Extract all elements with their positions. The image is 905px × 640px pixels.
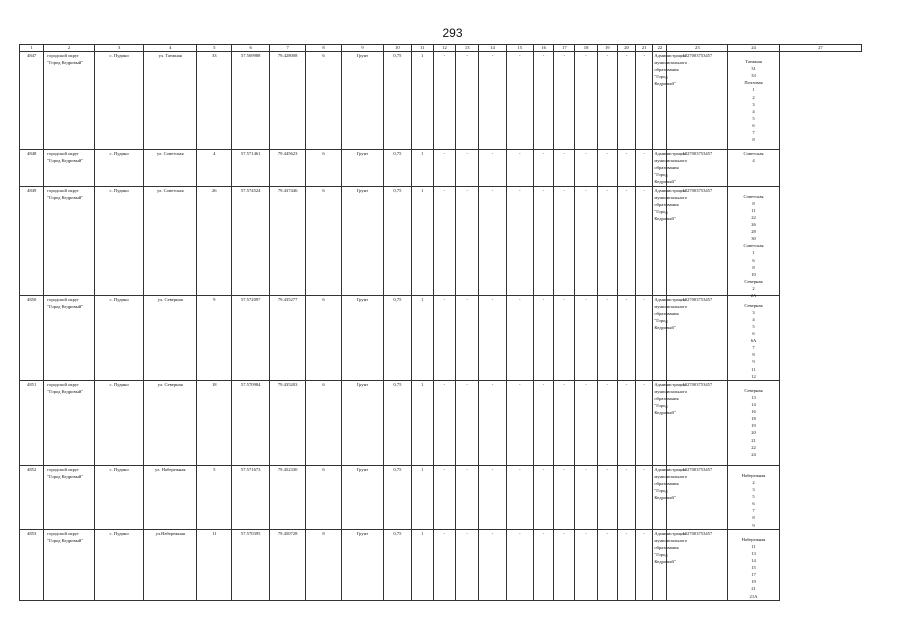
served-address-line: 8 bbox=[752, 264, 755, 270]
served-addresses-cell bbox=[728, 52, 780, 150]
column-number: 20 bbox=[617, 45, 635, 52]
dash-cell: - bbox=[575, 295, 597, 380]
row-number-cell: 4852 bbox=[20, 465, 44, 529]
district-cell: городской округ "Город Кедровый" bbox=[44, 380, 95, 465]
dash-cell: - bbox=[636, 380, 653, 465]
street-cell: ул. Набережная bbox=[144, 465, 197, 529]
owner-cell: Администрация муниципального образования "Город Кедровый" bbox=[653, 380, 667, 465]
longitude-cell: 79.445623 bbox=[269, 150, 305, 187]
table-row bbox=[20, 186, 862, 295]
served-address-line: Северная bbox=[744, 387, 763, 393]
district-cell: городской округ "Город Кедровый" bbox=[44, 465, 95, 529]
dash-cell: - bbox=[575, 380, 597, 465]
served-address-line: Таежная bbox=[745, 59, 762, 64]
served-address-line: 7 bbox=[752, 130, 755, 136]
district-cell: городской округ "Город Кедровый" bbox=[44, 150, 95, 187]
served-address-line: 6 bbox=[752, 122, 755, 128]
table-row bbox=[20, 380, 862, 465]
column-12-cell: 1 bbox=[411, 150, 433, 187]
served-address-line: 4 bbox=[752, 158, 755, 164]
longitude-cell: 79.450728 bbox=[269, 529, 305, 600]
dash-cell: - bbox=[533, 529, 553, 600]
dash-cell: - bbox=[506, 380, 533, 465]
served-address-line: 7 bbox=[752, 345, 755, 351]
settlement-cell: с. Пудино bbox=[94, 465, 144, 529]
served-address-line: 3 bbox=[752, 309, 755, 315]
served-address-line: 13 bbox=[751, 394, 756, 400]
column-number: 19 bbox=[597, 45, 617, 52]
column-12-cell: 1 bbox=[411, 186, 433, 295]
dash-cell: - bbox=[554, 465, 575, 529]
served-address-line: 9 bbox=[752, 359, 755, 365]
dash-cell: - bbox=[479, 52, 506, 150]
column-12-cell: 1 bbox=[411, 380, 433, 465]
longitude-cell: 79.435277 bbox=[269, 295, 305, 380]
dash-cell: - bbox=[456, 295, 479, 380]
served-address-line: 9 bbox=[752, 522, 755, 528]
served-address-line: 10 bbox=[751, 271, 756, 277]
dash-cell: - bbox=[533, 295, 553, 380]
dash-cell: - bbox=[554, 295, 575, 380]
ogrn-cell: 1027003753457 bbox=[667, 150, 728, 187]
served-address-line: Северная bbox=[744, 302, 763, 308]
area-cell: 0,75 bbox=[384, 465, 411, 529]
column-12-cell: 1 bbox=[411, 529, 433, 600]
dash-cell: - bbox=[554, 186, 575, 295]
served-address-line: Набережная bbox=[741, 536, 766, 542]
served-address-line: Советская bbox=[743, 151, 764, 156]
settlement-cell: с. Пудино bbox=[94, 529, 144, 600]
served-address-line: 2 bbox=[752, 479, 755, 485]
house-number-cell: 18 bbox=[197, 380, 232, 465]
dash-cell: - bbox=[617, 52, 635, 150]
table-row bbox=[20, 529, 862, 600]
street-cell: ул. Советская bbox=[144, 186, 197, 295]
street-cell: ул. Северная bbox=[144, 380, 197, 465]
ogrn-cell: 1027003753457 bbox=[667, 380, 728, 465]
served-address-line: 2 bbox=[752, 285, 755, 291]
latitude-cell: 57.571673 bbox=[232, 465, 269, 529]
district-cell: городской округ "Город Кедровый" bbox=[44, 52, 95, 150]
dash-cell: - bbox=[456, 52, 479, 150]
settlement-cell: с. Пудино bbox=[94, 150, 144, 187]
column-number: 10 bbox=[384, 45, 411, 52]
dash-cell: - bbox=[433, 529, 455, 600]
latitude-cell: 57.570984 bbox=[232, 380, 269, 465]
dash-cell: - bbox=[433, 150, 455, 187]
served-address-line: 1 bbox=[752, 87, 755, 93]
surface-cell: Грунт bbox=[341, 150, 384, 187]
served-address-line: 6 bbox=[752, 501, 755, 507]
column-number: 4 bbox=[144, 45, 197, 52]
column-12-cell: 1 bbox=[411, 52, 433, 150]
column-number-row bbox=[20, 45, 862, 52]
dash-cell: - bbox=[597, 380, 617, 465]
column-8-cell: 6 bbox=[306, 295, 341, 380]
house-number-cell: 33 bbox=[197, 52, 232, 150]
served-address-line: 26 bbox=[751, 221, 756, 227]
column-8-cell: 6 bbox=[306, 186, 341, 295]
latitude-cell: 57.574524 bbox=[232, 186, 269, 295]
served-addresses-cell bbox=[728, 186, 780, 299]
column-number: 23 bbox=[667, 45, 728, 52]
dash-cell: - bbox=[433, 465, 455, 529]
dash-cell: - bbox=[554, 380, 575, 465]
settlement-cell: с. Пудино bbox=[94, 52, 144, 150]
ogrn-cell: 1027003753457 bbox=[667, 295, 728, 380]
dash-cell: - bbox=[506, 52, 533, 150]
column-number: 8 bbox=[306, 45, 341, 52]
latitude-cell: 57.570395 bbox=[232, 529, 269, 600]
served-address-line: 5 bbox=[752, 323, 755, 329]
area-cell: 0,75 bbox=[384, 529, 411, 600]
column-12-cell: 1 bbox=[411, 465, 433, 529]
row-number-cell: 4847 bbox=[20, 52, 44, 150]
served-address-line: 2А bbox=[750, 293, 757, 299]
dash-cell: - bbox=[575, 150, 597, 187]
dash-cell: - bbox=[456, 465, 479, 529]
column-number: 22 bbox=[653, 45, 667, 52]
street-cell: ул. Таежная bbox=[144, 52, 197, 150]
latitude-cell: 57.571461 bbox=[232, 150, 269, 187]
served-address-line: 33 bbox=[751, 73, 756, 79]
column-number: 24 bbox=[728, 45, 780, 52]
ogrn-cell: 1027003753457 bbox=[667, 529, 728, 600]
row-number-cell: 4850 bbox=[20, 295, 44, 380]
table-row bbox=[20, 465, 862, 529]
dash-cell: - bbox=[433, 295, 455, 380]
dash-cell: - bbox=[617, 295, 635, 380]
longitude-cell: 79.428008 bbox=[269, 52, 305, 150]
area-cell: 0,75 bbox=[384, 186, 411, 295]
column-number: 15 bbox=[506, 45, 533, 52]
served-address-line: 11 bbox=[751, 543, 756, 549]
column-number: 16 bbox=[533, 45, 553, 52]
served-address-line: 7 bbox=[752, 508, 755, 514]
area-cell: 0,75 bbox=[384, 52, 411, 150]
surface-cell: Грунт bbox=[341, 52, 384, 150]
served-address-line: Северная bbox=[744, 278, 763, 284]
settlement-cell: с. Пудино bbox=[94, 380, 144, 465]
served-address-line: 8 bbox=[752, 137, 755, 143]
served-addresses-cell bbox=[728, 150, 780, 187]
column-12-cell: 1 bbox=[411, 295, 433, 380]
area-cell: 0,75 bbox=[384, 380, 411, 465]
column-8-cell: 6 bbox=[306, 465, 341, 529]
served-address-line: 3 bbox=[752, 101, 755, 107]
row-number-cell: 4853 bbox=[20, 529, 44, 600]
row-number-cell: 4849 bbox=[20, 186, 44, 295]
served-address-line: 11 bbox=[751, 207, 756, 213]
dash-cell: - bbox=[597, 529, 617, 600]
column-8-cell: 6 bbox=[306, 52, 341, 150]
served-address-line: 12 bbox=[751, 373, 756, 379]
surface-cell: Грунт bbox=[341, 465, 384, 529]
column-number: 27 bbox=[779, 45, 861, 52]
column-number: 5 bbox=[197, 45, 232, 52]
served-address-line: 14 bbox=[751, 401, 756, 407]
served-address-line: 16 bbox=[751, 409, 756, 415]
column-number: 1 bbox=[20, 45, 44, 52]
dash-cell: - bbox=[479, 186, 506, 295]
served-address-line: 11 bbox=[751, 366, 756, 372]
dash-cell: - bbox=[479, 295, 506, 380]
street-cell: ул. Северная bbox=[144, 295, 197, 380]
column-number: 9 bbox=[341, 45, 384, 52]
dash-cell: - bbox=[433, 52, 455, 150]
served-address-line: 21 bbox=[751, 437, 756, 443]
table-row bbox=[20, 295, 862, 380]
served-address-line: 18 bbox=[751, 416, 756, 422]
dash-cell: - bbox=[636, 295, 653, 380]
surface-cell: Грунт bbox=[341, 186, 384, 295]
house-number-cell: 11 bbox=[197, 529, 232, 600]
settlement-cell: с. Пудино bbox=[94, 295, 144, 380]
latitude-cell: 57.572097 bbox=[232, 295, 269, 380]
row-number-cell: 4851 bbox=[20, 380, 44, 465]
served-address-line: 14 bbox=[751, 557, 756, 563]
dash-cell: - bbox=[636, 529, 653, 600]
street-cell: ул.Набережная bbox=[144, 529, 197, 600]
page-number: 293 bbox=[442, 26, 463, 40]
owner-cell: Администрация муниципального образования "Город Кедровый" bbox=[653, 529, 667, 600]
served-address-line: Советская bbox=[743, 243, 764, 249]
dash-cell: - bbox=[617, 380, 635, 465]
dash-cell: - bbox=[554, 52, 575, 150]
dash-cell: - bbox=[636, 186, 653, 295]
area-cell: 0,75 bbox=[384, 150, 411, 187]
served-address-line: 6 bbox=[752, 330, 755, 336]
dash-cell: - bbox=[433, 380, 455, 465]
dash-cell: - bbox=[575, 52, 597, 150]
house-number-cell: 26 bbox=[197, 186, 232, 295]
column-8-cell: 6 bbox=[306, 150, 341, 187]
longitude-cell: 79.435203 bbox=[269, 380, 305, 465]
served-address-line: 8 bbox=[752, 200, 755, 206]
row-number-cell: 4848 bbox=[20, 150, 44, 187]
served-address-line: 8 bbox=[752, 515, 755, 521]
dash-cell: - bbox=[506, 186, 533, 295]
column-number: 3 bbox=[94, 45, 144, 52]
dash-cell: - bbox=[506, 529, 533, 600]
dash-cell: - bbox=[554, 529, 575, 600]
dash-cell: - bbox=[533, 52, 553, 150]
served-address-line: Почтовая bbox=[744, 80, 763, 86]
house-number-cell: 5 bbox=[197, 465, 232, 529]
ogrn-cell: 1027003753457 bbox=[667, 186, 728, 295]
owner-cell: Администрация муниципального образования "Город Кедровый" bbox=[653, 295, 667, 380]
dash-cell: - bbox=[456, 150, 479, 187]
dash-cell: - bbox=[575, 529, 597, 600]
district-cell: городской округ "Город Кедровый" bbox=[44, 529, 95, 600]
column-number: 6 bbox=[232, 45, 269, 52]
served-address-line: 19 bbox=[751, 579, 756, 585]
dash-cell: - bbox=[617, 186, 635, 295]
served-address-line: 1 bbox=[752, 250, 755, 256]
street-cell: ул. Советская bbox=[144, 150, 197, 187]
column-number: 17 bbox=[554, 45, 575, 52]
ogrn-cell: 1027003753457 bbox=[667, 52, 728, 150]
house-number-cell: 4 bbox=[197, 150, 232, 187]
dash-cell: - bbox=[597, 295, 617, 380]
dash-cell: - bbox=[479, 150, 506, 187]
settlement-cell: с. Пудино bbox=[94, 186, 144, 295]
served-address-line: 13 bbox=[751, 550, 756, 556]
column-number: 11 bbox=[411, 45, 433, 52]
served-address-line: 22 bbox=[751, 444, 756, 450]
served-address-line: 15 bbox=[751, 565, 756, 571]
owner-cell: Администрация муниципального образования "Город Кедровый" bbox=[653, 186, 667, 295]
dash-cell: - bbox=[456, 529, 479, 600]
registry-table bbox=[19, 44, 862, 601]
dash-cell: - bbox=[575, 465, 597, 529]
column-number: 18 bbox=[575, 45, 597, 52]
served-address-line: 30 bbox=[751, 236, 756, 242]
served-addresses-cell bbox=[728, 465, 780, 529]
dash-cell: - bbox=[456, 380, 479, 465]
served-address-line: 17 bbox=[751, 572, 756, 578]
served-address-line: 21 bbox=[751, 586, 756, 592]
served-address-line: 4 bbox=[752, 316, 755, 322]
served-address-line: 19 bbox=[751, 423, 756, 429]
served-address-line: 3 bbox=[752, 486, 755, 492]
column-number: 21 bbox=[636, 45, 653, 52]
served-address-line: 28 bbox=[751, 229, 756, 235]
dash-cell: - bbox=[506, 465, 533, 529]
dash-cell: - bbox=[533, 150, 553, 187]
column-number: 2 bbox=[44, 45, 95, 52]
served-address-line: 21А bbox=[749, 593, 758, 599]
longitude-cell: 79.452330 bbox=[269, 465, 305, 529]
dash-cell: - bbox=[506, 295, 533, 380]
table-row bbox=[20, 52, 862, 150]
house-number-cell: 9 bbox=[197, 295, 232, 380]
dash-cell: - bbox=[479, 380, 506, 465]
served-address-line: 5 bbox=[752, 115, 755, 121]
dash-cell: - bbox=[636, 52, 653, 150]
dash-cell: - bbox=[636, 465, 653, 529]
dash-cell: - bbox=[479, 529, 506, 600]
dash-cell: - bbox=[456, 186, 479, 295]
district-cell: городской округ "Город Кедровый" bbox=[44, 295, 95, 380]
served-addresses-cell bbox=[728, 295, 780, 380]
ogrn-cell: 1027003753457 bbox=[667, 465, 728, 529]
dash-cell: - bbox=[479, 465, 506, 529]
dash-cell: - bbox=[533, 380, 553, 465]
dash-cell: - bbox=[533, 465, 553, 529]
served-addresses-cell bbox=[728, 529, 780, 600]
dash-cell: - bbox=[597, 52, 617, 150]
table-row bbox=[20, 150, 862, 187]
owner-cell: Администрация муниципального образования "Город Кедровый" bbox=[653, 465, 667, 529]
served-address-line: 31 bbox=[751, 66, 756, 72]
dash-cell: - bbox=[597, 150, 617, 187]
dash-cell: - bbox=[433, 186, 455, 295]
dash-cell: - bbox=[506, 150, 533, 187]
served-address-line: 6 bbox=[752, 257, 755, 263]
column-number: 13 bbox=[456, 45, 479, 52]
longitude-cell: 79.437446 bbox=[269, 186, 305, 295]
served-addresses-cell bbox=[728, 380, 780, 465]
served-address-line: 6А bbox=[750, 338, 757, 344]
column-number: 7 bbox=[269, 45, 305, 52]
served-address-line: 22 bbox=[751, 214, 756, 220]
served-address-line: 8 bbox=[752, 352, 755, 358]
surface-cell: Грунт bbox=[341, 380, 384, 465]
column-8-cell: 8 bbox=[306, 529, 341, 600]
column-number: 14 bbox=[479, 45, 506, 52]
dash-cell: - bbox=[617, 465, 635, 529]
dash-cell: - bbox=[597, 465, 617, 529]
area-cell: 0,75 bbox=[384, 295, 411, 380]
served-address-line: 20 bbox=[751, 430, 756, 436]
dash-cell: - bbox=[617, 529, 635, 600]
latitude-cell: 57.569988 bbox=[232, 52, 269, 150]
owner-cell: Администрация муниципального образования "Город Кедровый" bbox=[653, 52, 667, 150]
dash-cell: - bbox=[617, 150, 635, 187]
served-address-line: 5 bbox=[752, 494, 755, 500]
served-address-line: 4 bbox=[752, 108, 755, 114]
column-8-cell: 6 bbox=[306, 380, 341, 465]
column-number: 12 bbox=[433, 45, 455, 52]
served-address-line: 24 bbox=[751, 451, 756, 457]
served-address-line: 2 bbox=[752, 94, 755, 100]
dash-cell: - bbox=[575, 186, 597, 295]
dash-cell: - bbox=[636, 150, 653, 187]
dash-cell: - bbox=[533, 186, 553, 295]
served-address-line: Набережная bbox=[741, 472, 766, 478]
dash-cell: - bbox=[554, 150, 575, 187]
surface-cell: Грунт bbox=[341, 529, 384, 600]
owner-cell: Администрация муниципального образования "Город Кедровый" bbox=[654, 151, 688, 185]
served-address-line: Советская bbox=[743, 193, 764, 199]
surface-cell: Грунт bbox=[341, 295, 384, 380]
dash-cell: - bbox=[597, 186, 617, 295]
district-cell: городской округ "Город Кедровый" bbox=[44, 186, 95, 295]
